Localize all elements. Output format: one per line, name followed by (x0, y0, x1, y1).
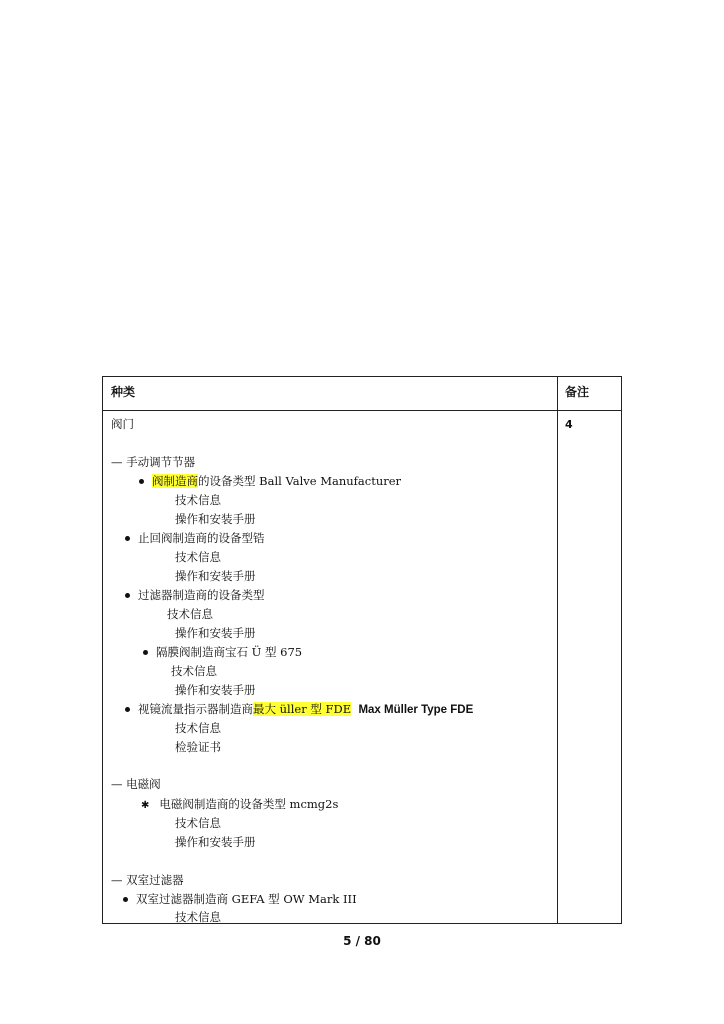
section-title-duplex: — 双室过滤器 (111, 873, 184, 887)
item-text: 视镜流量指示器制造商 (138, 702, 253, 716)
header-kind: 种类 (111, 385, 136, 399)
header-remark: 备注 (565, 385, 590, 399)
bullet-star-icon: ✱ (141, 800, 150, 811)
sub-item: 操作和安装手册 (175, 683, 256, 697)
section-title-solenoid: — 电磁阀 (111, 777, 161, 791)
bullet-icon (139, 479, 144, 484)
column-divider (557, 377, 558, 923)
sub-item: 操作和安装手册 (175, 569, 256, 583)
sub-item: 技术信息 (175, 721, 221, 735)
list-item (125, 588, 265, 602)
sub-item: 检验证书 (175, 740, 221, 754)
category-label: 阀门 (111, 417, 134, 431)
item-text: 的设备类型 Ball Valve Manufacturer (198, 474, 402, 488)
item-text: 双室过滤器制造商 GEFA 型 OW Mark III (136, 892, 357, 906)
bullet-icon (143, 650, 148, 655)
list-item (123, 892, 357, 906)
bullet-icon (123, 897, 128, 902)
page-number: 5 / 80 (343, 934, 381, 948)
remark-value: 4 (565, 418, 573, 431)
item-text: 隔膜阀制造商宝石 Ü 型 675 (156, 645, 303, 659)
highlighted-text: 最大 üller 型 FDE (253, 702, 352, 716)
item-text: 过滤器制造商的设备类型 (138, 588, 265, 602)
equipment-table (102, 376, 622, 924)
item-text: 止回阀制造商的设备型锆 (138, 531, 265, 545)
sub-item: 操作和安装手册 (175, 835, 256, 849)
highlighted-text: 阀制造商 (152, 474, 198, 488)
list-item (125, 702, 473, 717)
list-item (141, 797, 338, 813)
item-bold-text: Max Müller Type FDE (358, 704, 474, 716)
section-title-manual: — 手动调节节器 (111, 455, 196, 469)
sub-item: 技术信息 (175, 493, 221, 507)
sub-item: 技术信息 (167, 607, 213, 621)
sub-item: 技术信息 (171, 664, 217, 678)
bullet-icon (125, 707, 130, 712)
header-divider (103, 410, 621, 411)
bullet-icon (125, 593, 130, 598)
sub-item: 技术信息 (175, 910, 221, 924)
item-text: 电磁阀制造商的设备类型 mcmg2s (159, 797, 339, 811)
sub-item: 操作和安装手册 (175, 512, 256, 526)
list-item (125, 531, 265, 545)
list-item (139, 474, 401, 488)
list-item (143, 645, 302, 659)
sub-item: 技术信息 (175, 816, 221, 830)
bullet-icon (125, 536, 130, 541)
sub-item: 操作和安装手册 (175, 626, 256, 640)
sub-item: 技术信息 (175, 550, 221, 564)
